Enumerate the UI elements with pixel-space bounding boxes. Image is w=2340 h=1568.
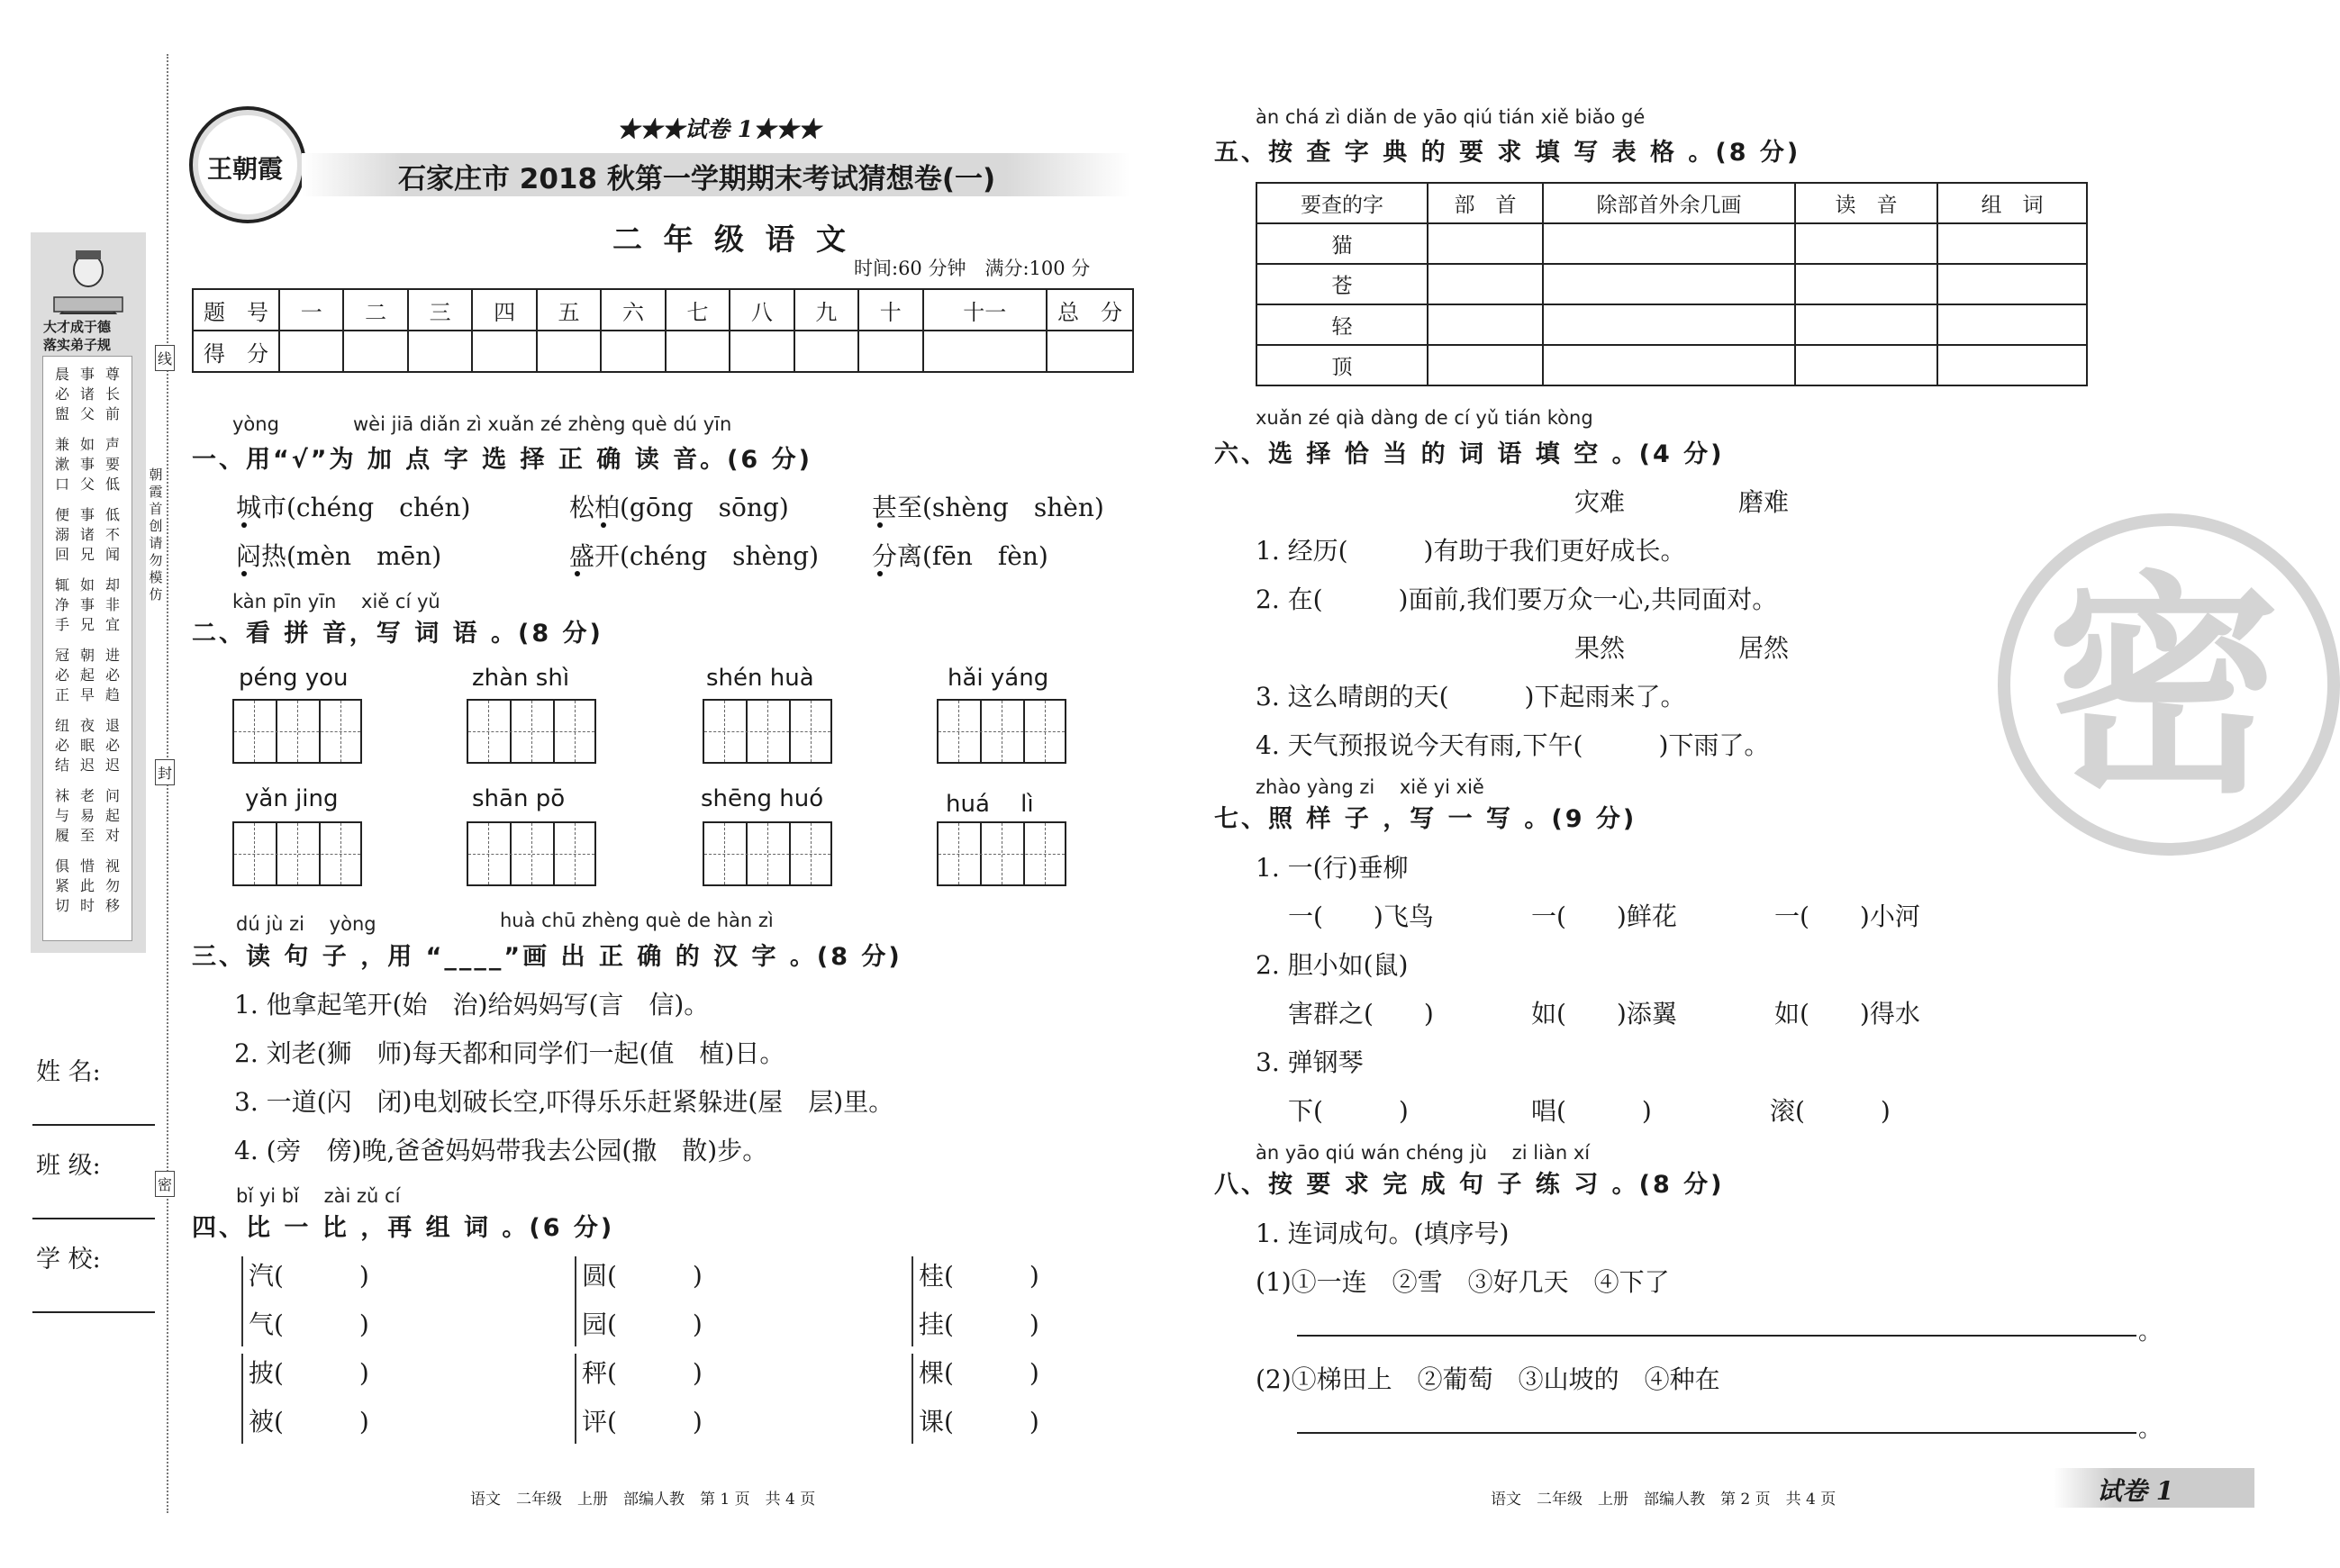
word-choice: 居然 bbox=[1738, 633, 1790, 663]
sec7-line: 2. 胆小如(鼠) bbox=[1256, 950, 1409, 980]
sec3-item[interactable]: 3. 一道(闪 闭)电划破长空,吓得乐乐赶紧躲进(屋 层)里。 bbox=[234, 1087, 894, 1117]
footer-badge: 试卷 1 bbox=[2097, 1476, 2174, 1506]
name-field[interactable] bbox=[32, 1124, 155, 1126]
sec4-item[interactable]: 圆( ) bbox=[582, 1261, 703, 1291]
dict-input[interactable] bbox=[1795, 345, 1937, 385]
emphasis-dot bbox=[241, 571, 247, 576]
dict-header: 要查的字 bbox=[1256, 183, 1428, 223]
sec4-item[interactable]: 汽( ) bbox=[249, 1261, 369, 1291]
score-cell: 九 bbox=[794, 289, 858, 331]
sec4-item[interactable]: 气( ) bbox=[249, 1310, 369, 1339]
sec7-blank[interactable]: 如( )添翼 bbox=[1531, 999, 1677, 1029]
group-bar bbox=[241, 1256, 243, 1346]
motto-column: 事诸父 bbox=[79, 366, 95, 422]
sec7-blank[interactable]: 一( )鲜花 bbox=[1531, 902, 1677, 931]
word-pinyin: huá lì bbox=[946, 791, 1034, 818]
school-label: 学 校: bbox=[36, 1246, 101, 1273]
word-pinyin: shān pō bbox=[472, 785, 566, 812]
sec5-title: 五、按 查 字 典 的 要 求 填 写 表 格 。(8 分) bbox=[1214, 139, 1801, 167]
logo-text: 王朝霞 bbox=[207, 154, 284, 184]
sec1-item[interactable]: 城市(chéng chén) bbox=[236, 493, 471, 522]
dict-input[interactable] bbox=[1937, 304, 2087, 345]
word-pinyin: shēng huó bbox=[701, 785, 824, 812]
footer-right: 语文 二年级 上册 部编人教 第 2 页 共 4 页 bbox=[1491, 1491, 1837, 1509]
motto-column: 辄净手 bbox=[54, 576, 69, 633]
sec7-blank[interactable]: 滚( ) bbox=[1770, 1096, 1891, 1126]
motto-column: 夜眠迟 bbox=[79, 717, 95, 774]
score-cell: 三 bbox=[408, 289, 472, 331]
writing-grid[interactable] bbox=[937, 699, 1066, 764]
dict-input[interactable] bbox=[1937, 264, 2087, 304]
sec7-line: 1. 一(行)垂柳 bbox=[1256, 853, 1409, 883]
emphasis-dot bbox=[575, 571, 580, 576]
dict-row bbox=[1256, 345, 2087, 385]
sec5-pinyin: àn chá zì diǎn de yāo qiú tián xiě biǎo gé bbox=[1256, 106, 1646, 128]
score-input[interactable] bbox=[794, 331, 858, 372]
emphasis-dot bbox=[877, 522, 883, 528]
dict-input[interactable] bbox=[1428, 223, 1543, 264]
dict-input[interactable] bbox=[1795, 264, 1937, 304]
group-bar bbox=[241, 1354, 243, 1444]
dict-input[interactable] bbox=[1937, 345, 2087, 385]
motto-column: 声要低 bbox=[104, 436, 120, 493]
motto-column: 俱紧切 bbox=[54, 857, 69, 914]
sec6-title: 六、选 择 恰 当 的 词 语 填 空 。(4 分) bbox=[1214, 440, 1725, 468]
motto-column: 晨必盥 bbox=[54, 366, 69, 422]
sec4-item[interactable]: 桂( ) bbox=[919, 1261, 1039, 1291]
emphasis-dot bbox=[241, 522, 247, 528]
sec7-blank[interactable]: 唱( ) bbox=[1531, 1096, 1652, 1126]
emphasis-dot bbox=[601, 522, 606, 528]
sec7-blank[interactable]: 如( )得水 bbox=[1774, 999, 1920, 1029]
sec4-item[interactable]: 评( ) bbox=[582, 1407, 703, 1437]
score-cell: 题 号 bbox=[193, 289, 279, 331]
score-cell: 一 bbox=[279, 289, 343, 331]
motto-column: 退必迟 bbox=[104, 717, 120, 774]
score-cell: 六 bbox=[601, 289, 665, 331]
motto-column: 如事父 bbox=[79, 436, 95, 493]
score-cell: 总 分 bbox=[1047, 289, 1133, 331]
sec4-item[interactable]: 课( ) bbox=[919, 1407, 1039, 1437]
writing-grid[interactable] bbox=[232, 699, 362, 764]
motto-column: 兼漱口 bbox=[54, 436, 69, 493]
word-choice: 果然 bbox=[1574, 633, 1626, 663]
score-input[interactable] bbox=[343, 331, 407, 372]
score-value-row bbox=[193, 331, 1133, 372]
sec1-item[interactable]: 盛开(chéng shèng) bbox=[569, 541, 820, 571]
group-bar bbox=[575, 1354, 576, 1444]
score-input[interactable] bbox=[923, 331, 1047, 372]
motto-column: 冠必正 bbox=[54, 647, 69, 703]
writing-grid[interactable] bbox=[937, 821, 1066, 886]
writing-grid[interactable] bbox=[703, 821, 832, 886]
side-note: 朝霞首创 请勿模仿 bbox=[149, 467, 163, 603]
motto-column: 事诸兄 bbox=[79, 506, 95, 563]
dictionary-table bbox=[1256, 182, 2088, 386]
dict-input[interactable] bbox=[1428, 345, 1543, 385]
exam-badge: ★★★试卷 1★★★ bbox=[617, 116, 821, 142]
sec7-line: 3. 弹钢琴 bbox=[1256, 1047, 1364, 1077]
sec2-pinyin: kàn pīn yīn xiě cí yǔ bbox=[232, 591, 440, 612]
group-bar bbox=[575, 1256, 576, 1346]
word-pinyin: hǎi yáng bbox=[948, 665, 1049, 692]
sec1-pinyin-a: yòng bbox=[232, 413, 279, 435]
emphasis-dot bbox=[877, 571, 883, 576]
score-cell: 十 bbox=[858, 289, 922, 331]
motto-column: 惜此时 bbox=[79, 857, 95, 914]
dict-row bbox=[1256, 264, 2087, 304]
score-input[interactable] bbox=[730, 331, 794, 372]
sec1-item[interactable]: 松柏(gōng sōng) bbox=[569, 493, 789, 522]
score-table bbox=[192, 288, 1134, 373]
writing-grid[interactable] bbox=[232, 821, 362, 886]
fold-mark-line: 线 bbox=[155, 345, 175, 371]
sec6-pinyin: xuǎn zé qià dàng de cí yǔ tián kòng bbox=[1256, 407, 1593, 429]
word-pinyin: péng you bbox=[239, 665, 349, 692]
sec3-title: 三、读 句 子 ，用 “____”画 出 正 确 的 汉 字 。(8 分) bbox=[192, 943, 902, 971]
dict-row bbox=[1256, 304, 2087, 345]
writing-grid[interactable] bbox=[467, 821, 596, 886]
sec7-pinyin: zhào yàng zi xiě yi xiě bbox=[1256, 776, 1484, 798]
dict-header: 部 首 bbox=[1428, 183, 1543, 223]
answer-line[interactable] bbox=[1297, 1432, 2136, 1434]
sec4-item[interactable]: 被( ) bbox=[249, 1407, 369, 1437]
dict-input[interactable] bbox=[1543, 264, 1795, 304]
dict-char: 猫 bbox=[1256, 223, 1428, 264]
sec1-item[interactable]: 甚至(shèng shèn) bbox=[872, 493, 1104, 522]
score-cell: 四 bbox=[472, 289, 536, 331]
dict-input[interactable] bbox=[1543, 304, 1795, 345]
sec2-title: 二、看 拼 音，写 词 语 。(8 分) bbox=[192, 620, 603, 648]
score-header-row bbox=[193, 289, 1133, 331]
sec3-item[interactable]: 1. 他拿起笔开(始 治)给妈妈写(言 信)。 bbox=[234, 990, 710, 1020]
motto-column: 如事兄 bbox=[79, 576, 95, 633]
sec3-pinyin-b: huà chū zhèng què de hàn zì bbox=[500, 910, 774, 931]
sec8-line: (1)①一连 ②雪 ③好几天 ④下了 bbox=[1256, 1267, 1670, 1297]
score-input[interactable] bbox=[537, 331, 601, 372]
time-info: 时间:60 分钟 满分:100 分 bbox=[854, 258, 1091, 279]
answer-line[interactable] bbox=[1297, 1335, 2136, 1337]
score-input[interactable] bbox=[666, 331, 730, 372]
motto-top-line-1: 大才成于德 bbox=[43, 319, 112, 335]
sec3-pinyin-a: dú jù zi yòng bbox=[236, 913, 376, 935]
secret-seal bbox=[1998, 513, 2340, 856]
fold-mark-seal: 封 bbox=[155, 759, 175, 785]
dict-input[interactable] bbox=[1795, 223, 1937, 264]
subject-title: 二 年 级 语 文 bbox=[612, 222, 851, 257]
sec1-item[interactable]: 分离(fēn fèn) bbox=[872, 541, 1048, 571]
motto-column: 便溺回 bbox=[54, 506, 69, 563]
motto-column: 视勿移 bbox=[104, 857, 120, 914]
score-input[interactable] bbox=[472, 331, 536, 372]
score-cell: 得 分 bbox=[193, 331, 279, 372]
word-choice: 磨难 bbox=[1738, 487, 1790, 517]
dict-header: 组 词 bbox=[1937, 183, 2087, 223]
writing-grid[interactable] bbox=[467, 699, 596, 764]
motto-column: 袜与履 bbox=[54, 787, 69, 844]
sec4-item[interactable]: 秤( ) bbox=[582, 1358, 703, 1388]
sec8-line: (2)①梯田上 ②葡萄 ③山坡的 ④种在 bbox=[1256, 1364, 1720, 1394]
sec1-item[interactable]: 闷热(mèn mēn) bbox=[236, 541, 442, 571]
dict-input[interactable] bbox=[1795, 304, 1937, 345]
dict-header: 除部首外余几画 bbox=[1543, 183, 1795, 223]
group-bar bbox=[912, 1354, 913, 1444]
sec4-item[interactable]: 棵( ) bbox=[919, 1358, 1039, 1388]
motto-column: 尊长前 bbox=[104, 366, 120, 422]
dict-header: 读 音 bbox=[1795, 183, 1937, 223]
name-label: 姓 名: bbox=[36, 1058, 101, 1086]
sec4-title: 四、比 一 比 ，再 组 词 。(6 分) bbox=[192, 1214, 615, 1242]
motto-column: 低不闻 bbox=[104, 506, 120, 563]
score-input[interactable] bbox=[1047, 331, 1133, 372]
dict-char: 轻 bbox=[1256, 304, 1428, 345]
sec1-pinyin-b: wèi jiā diǎn zì xuǎn zé zhèng què dú yīn bbox=[353, 413, 732, 435]
dict-row bbox=[1256, 223, 2087, 264]
score-cell: 二 bbox=[343, 289, 407, 331]
group-bar bbox=[912, 1256, 913, 1346]
motto-column: 纽必结 bbox=[54, 717, 69, 774]
score-cell: 八 bbox=[730, 289, 794, 331]
score-cell: 十一 bbox=[923, 289, 1047, 331]
motto-top-line-2: 落实弟子规 bbox=[43, 337, 112, 353]
writing-grid[interactable] bbox=[703, 699, 832, 764]
sec1-title: 一、用“√”为 加 点 字 选 择 正 确 读 音。(6 分) bbox=[192, 446, 812, 474]
sec6-item[interactable]: 1. 经历( )有助于我们更好成长。 bbox=[1256, 536, 1686, 566]
motto-column: 老易至 bbox=[79, 787, 95, 844]
dict-input[interactable] bbox=[1937, 223, 2087, 264]
score-cell: 七 bbox=[666, 289, 730, 331]
word-pinyin: yǎn jing bbox=[245, 785, 339, 812]
score-cell: 五 bbox=[537, 289, 601, 331]
sec7-blank[interactable]: 一( )小河 bbox=[1774, 902, 1920, 931]
answer-line-period: 。 bbox=[2138, 1319, 2163, 1346]
motto-column: 朝起早 bbox=[79, 647, 95, 703]
scholar-illustration bbox=[41, 243, 135, 315]
score-input[interactable] bbox=[601, 331, 665, 372]
seal-character: 密 bbox=[2046, 550, 2281, 825]
answer-line-period: 。 bbox=[2138, 1416, 2163, 1443]
dict-input[interactable] bbox=[1428, 304, 1543, 345]
sec4-item[interactable]: 挂( ) bbox=[919, 1310, 1039, 1339]
sec7-blank[interactable]: 下( ) bbox=[1288, 1096, 1409, 1126]
sec4-item[interactable]: 园( ) bbox=[582, 1310, 703, 1339]
sec4-item[interactable]: 披( ) bbox=[249, 1358, 369, 1388]
class-field[interactable] bbox=[32, 1218, 155, 1219]
dict-char: 顶 bbox=[1256, 345, 1428, 385]
sec3-item[interactable]: 2. 刘老(狮 师)每天都和同学们一起(值 植)日。 bbox=[234, 1038, 785, 1068]
sec7-blank[interactable]: 一( )飞鸟 bbox=[1288, 902, 1434, 931]
dict-input[interactable] bbox=[1428, 264, 1543, 304]
sec7-title: 七、照 样 子 ，写 一 写 。(9 分) bbox=[1214, 805, 1637, 833]
sec6-item[interactable]: 4. 天气预报说今天有雨,下午( )下雨了。 bbox=[1256, 730, 1770, 760]
footer-left: 语文 二年级 上册 部编人教 第 1 页 共 4 页 bbox=[470, 1491, 816, 1509]
sec6-item[interactable]: 2. 在( )面前,我们要万众一心,共同面对。 bbox=[1256, 585, 1778, 614]
class-label: 班 级: bbox=[36, 1152, 101, 1180]
sec8-line: 1. 连词成句。(填序号) bbox=[1256, 1219, 1510, 1248]
word-pinyin: shén huà bbox=[706, 665, 814, 692]
word-choice: 灾难 bbox=[1574, 487, 1626, 517]
score-input[interactable] bbox=[279, 331, 343, 372]
score-input[interactable] bbox=[408, 331, 472, 372]
dict-char: 苍 bbox=[1256, 264, 1428, 304]
score-input[interactable] bbox=[858, 331, 922, 372]
sec7-blank[interactable]: 害群之( ) bbox=[1288, 999, 1434, 1029]
dict-header-row bbox=[1256, 183, 2087, 223]
sec3-item[interactable]: 4. (旁 傍)晚,爸爸妈妈带我去公园(撒 散)步。 bbox=[234, 1136, 768, 1165]
word-pinyin: zhàn shì bbox=[472, 665, 570, 692]
logo-badge bbox=[189, 106, 306, 223]
motto-column: 却非宜 bbox=[104, 576, 120, 633]
sec6-item[interactable]: 3. 这么晴朗的天( )下起雨来了。 bbox=[1256, 682, 1686, 711]
school-field[interactable] bbox=[32, 1311, 155, 1313]
motto-column: 问起对 bbox=[104, 787, 120, 844]
dict-input[interactable] bbox=[1543, 345, 1795, 385]
fold-mark-secret: 密 bbox=[155, 1171, 175, 1197]
sec4-pinyin: bǐ yi bǐ zài zǔ cí bbox=[236, 1185, 401, 1207]
sec8-title: 八、按 要 求 完 成 句 子 练 习 。(8 分) bbox=[1214, 1171, 1725, 1199]
exam-title: 石家庄市 2018 秋第一学期期末考试猜想卷(一) bbox=[398, 163, 996, 195]
motto-column: 进必趋 bbox=[104, 647, 120, 703]
sec8-pinyin: àn yāo qiú wán chéng jù zi liàn xí bbox=[1256, 1142, 1591, 1164]
dict-input[interactable] bbox=[1543, 223, 1795, 264]
